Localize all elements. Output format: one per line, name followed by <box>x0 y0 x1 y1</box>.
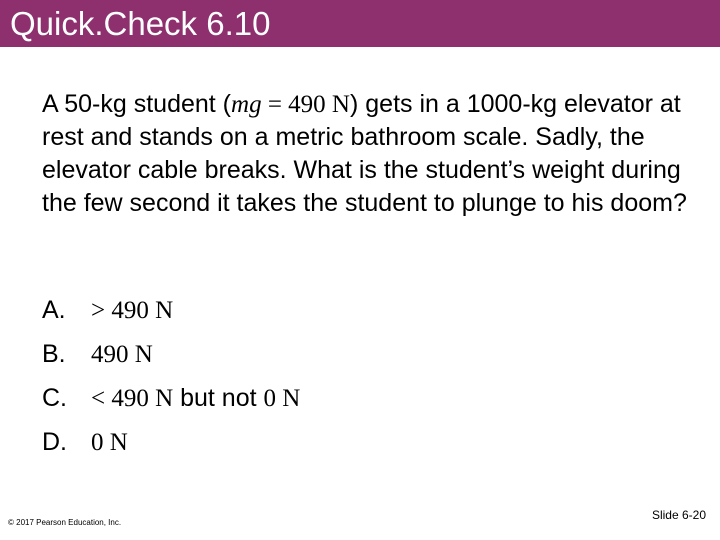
question-weight: = 490 N <box>261 91 350 118</box>
option-value: > 490 N <box>91 297 174 324</box>
option-letter: C. <box>42 384 67 412</box>
option-suffix: but not <box>173 384 264 412</box>
option-d <box>42 422 682 466</box>
copyright-notice: © 2017 Pearson Education, Inc. <box>8 518 122 527</box>
question-intro: A 50-kg student ( <box>42 90 232 118</box>
option-value: < 490 N <box>91 385 174 412</box>
option-value-2: 0 N <box>263 385 301 412</box>
question-text <box>42 88 702 220</box>
option-c <box>42 378 682 422</box>
answer-options <box>42 290 682 466</box>
title-bar <box>0 0 720 47</box>
option-letter: D. <box>42 428 67 456</box>
question-rest: ) gets in a 1000-kg elevator at rest and stands on a metric bathroom scale. Sadly, the elevator cable breaks. What is the student’s weight during the few second it takes the student to plunge to his doom? <box>42 90 687 217</box>
option-value: 490 N <box>91 341 153 368</box>
option-b <box>42 334 682 378</box>
option-letter: A. <box>42 296 66 324</box>
slide-number: Slide 6-20 <box>651 508 706 522</box>
option-value: 0 N <box>91 429 128 456</box>
option-a <box>42 290 682 334</box>
option-letter: B. <box>42 340 66 368</box>
question-mg: mg <box>231 91 262 118</box>
slide-title: Quick.Check 6.10 <box>10 5 271 42</box>
